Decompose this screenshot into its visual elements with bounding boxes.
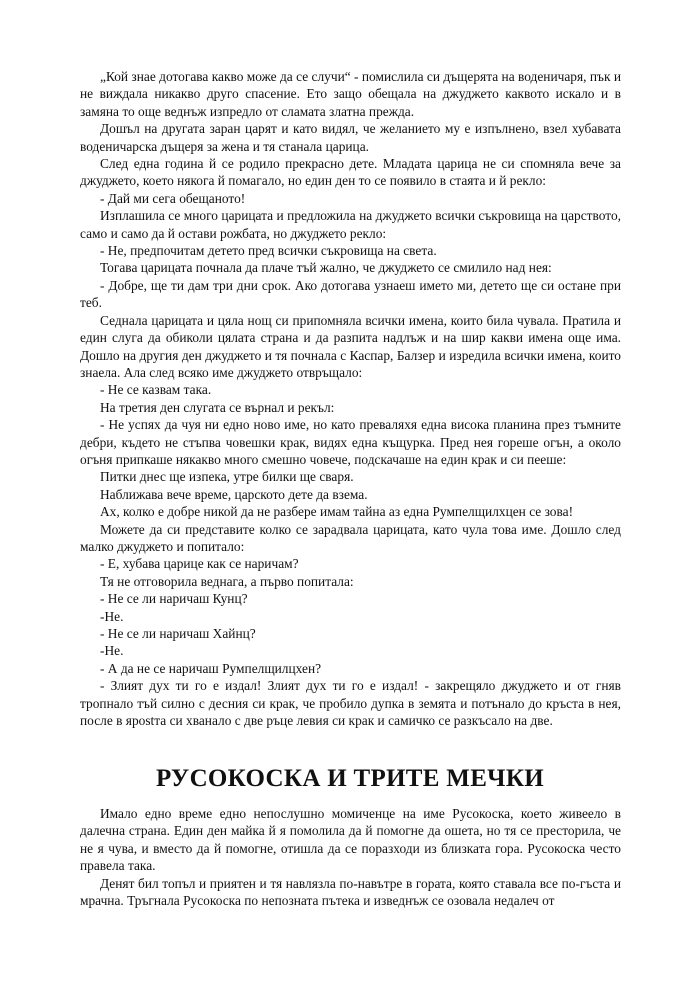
story2-paragraph: Денят бил топъл и приятен и тя навлязла по-навътре в гората, която ставала все по-гъста и мрачна. Тръгнала Русокоска по непозната пътека и изведнъж се озовала недалеч от bbox=[80, 875, 621, 909]
story1-paragraph: Дошъл на другата заран царят и като видял, че желанието му е изпълнено, взел хубавата воденичарска дъщеря за жена и тя станала царица. bbox=[80, 121, 621, 154]
story2-title: РУСОКОСКА И ТРИТЕ МЕЧКИ bbox=[155, 765, 544, 792]
story1-dialogue-line: - Не се казвам така. bbox=[100, 382, 212, 398]
story1-paragraph: „Кой знае дотогава какво може да се случи“ - помислила си дъщерята на воденичаря, пък и не виждала никакво друго спасение. Ето защо обещала на джуджето каквото искало и в замяна то още веднъж изпредло от сламата златна прежда. bbox=[80, 69, 621, 119]
story1-paragraph: Изплашила се много царицата и предложила на джуджето всички съкровища на царството, само и само да й остави рожбата, но джуджето рекло: bbox=[80, 208, 621, 241]
story1-dialogue-line: - Не успях да чуя ни едно ново име, но като преваляхя една висока планина през тъмните дебри, където не стъпва човешки крак, видях една къщурка. Пред нея гореше огън, а около огъня припкаше някакво много смешно човече, подскачаше на един крак и си пееше: bbox=[80, 417, 621, 467]
story2-body bbox=[80, 805, 621, 909]
story1-paragraph: На третия ден слугата се върнал и рекъл: bbox=[100, 399, 335, 415]
story1-paragraph: След една година й се родило прекрасно дете. Младата царица не си спомняла вече за джуджето, което някога й помагало, но един ден то се появило в стаята и й рекло: bbox=[80, 156, 621, 189]
story1-paragraph: Можете да си представите колко се зарадвала царицата, като чула това име. Дошло след малко джуджето и попитало: bbox=[80, 521, 621, 554]
story1-paragraph: Тя не отговорила веднага, а първо попитала: bbox=[100, 573, 354, 589]
story2-paragraph: Имало едно време едно непослушно момиченце на име Русокоска, което живеело в далечна страна. Един ден майка й я помолила да й помогне да ошета, но тя се престорила, че не я чува, и вместо да й помогне, отишла да се поразходи из близката гора. Русокоска често правела така. bbox=[80, 806, 621, 874]
story1-dialogue-line: -Не. bbox=[100, 608, 124, 624]
story1-paragraph: Тогава царицата почнала да плаче тъй жално, че джуджето се смилило над нея: bbox=[100, 260, 552, 276]
story1-dialogue-line: - Добре, ще ти дам три дни срок. Ако дотогава узнаеш името ми, детето ще си остане при теб. bbox=[80, 277, 621, 311]
story1-dialogue-line: - Не се ли наричаш Хайнц? bbox=[100, 626, 256, 641]
story1-dialogue-line: - А да не се наричаш Румпелщилцхен? bbox=[100, 660, 322, 676]
story1-dialogue-line: - Дай ми сега обещаното! bbox=[100, 190, 246, 206]
story1-dialogue-line: - Не се ли наричаш Кунц? bbox=[100, 591, 248, 607]
story1-dialogue-line: -Не. bbox=[100, 643, 124, 659]
song-line: Питки днес ще изпека, утре билки ще сваря. bbox=[100, 469, 354, 485]
story1-dialogue-line: - Злият дух ти го е издал! Злият дух ти го е издал! - закрещяло джуджето и от гняв тропнало тъй силно с десния си крак, че пробило дупка в земята и потънало до кръста в нея, после в ярostта си хванало с две ръце левия си крак и самичко се разкъсало на две. bbox=[80, 678, 621, 729]
song-line: Ах, колко е добре никой да не разбере имам тайна аз една Румпелщилхцен се зова! bbox=[100, 504, 574, 520]
song-line: Наближава вече време, царското дете да взема. bbox=[100, 486, 368, 502]
story1-dialogue-line: - Не, предпочитам детето пред всички съкровища на света. bbox=[100, 243, 437, 259]
story1-dialogue-line: - Е, хубава царице как се наричам? bbox=[100, 556, 299, 572]
story1-body bbox=[80, 68, 621, 729]
story1-paragraph: Седнала царицата и цяла нощ си припомняла всички имена, които била чувала. Пратила и един слуга да обиколи цялата страна и да разпита надлъж и на шир какви имена още има. Дошло на другия ден джуджето и тя почнала с Каспар, Балзер и изредила всички имена, които знаела. Ала след всяко име джуджето отвръщало: bbox=[80, 312, 621, 380]
